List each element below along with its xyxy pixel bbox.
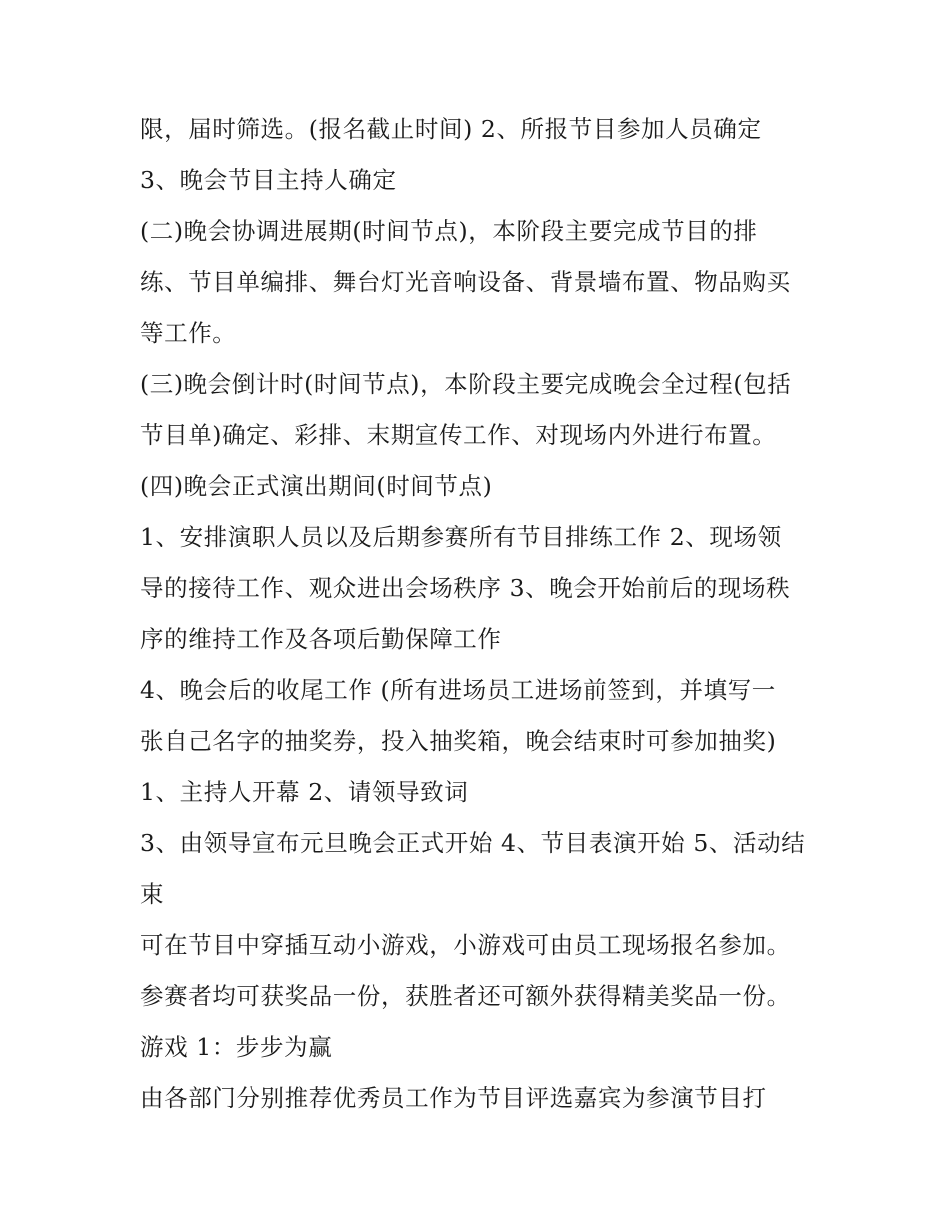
text-line: 序的维持工作及各项后勤保障工作 xyxy=(140,625,502,653)
text-line: 节目单)确定、彩排、末期宣传工作、对现场内外进行布置。 xyxy=(140,421,777,449)
text-line: (二)晚会协调进展期(时间节点)，本阶段主要完成节目的排 xyxy=(140,217,758,245)
text-line: (四)晚会正式演出期间(时间节点) xyxy=(140,472,493,500)
text-line: 由各部门分别推荐优秀员工作为节目评选嘉宾为参演节目打 xyxy=(140,1084,767,1112)
body-text xyxy=(140,104,830,1124)
text-line: 限，届时筛选。(报名截止时间) 2、所报节目参加人员确定 xyxy=(140,115,762,143)
text-line: 束 xyxy=(140,880,165,908)
text-line: 等工作。 xyxy=(140,319,237,347)
text-line: 游戏 1：步步为赢 xyxy=(140,1033,333,1061)
text-line: 练、节目单编排、舞台灯光音响设备、背景墙布置、物品购买 xyxy=(140,268,791,296)
text-line: (三)晚会倒计时(时间节点)，本阶段主要完成晚会全过程(包括 xyxy=(140,370,792,398)
text-line: 1、安排演职人员以及后期参赛所有节目排练工作 2、现场领 xyxy=(140,523,782,551)
text-line: 3、晚会节目主持人确定 xyxy=(140,166,397,194)
text-line: 1、主持人开幕 2、请领导致词 xyxy=(140,778,469,806)
text-line: 张自己名字的抽奖券，投入抽奖箱，晚会结束时可参加抽奖) xyxy=(140,727,777,755)
text-line: 参赛者均可获奖品一份，获胜者还可额外获得精美奖品一份。 xyxy=(140,982,791,1010)
text-line: 导的接待工作、观众进出会场秩序 3、晚会开始前后的现场秩 xyxy=(140,574,791,602)
text-line: 可在节目中穿插互动小游戏，小游戏可由员工现场报名参加。 xyxy=(140,931,791,959)
text-line: 4、晚会后的收尾工作 (所有进场员工进场前签到，并填写一 xyxy=(140,676,776,704)
text-line: 3、由领导宣布元旦晚会正式开始 4、节目表演开始 5、活动结 xyxy=(140,829,806,857)
